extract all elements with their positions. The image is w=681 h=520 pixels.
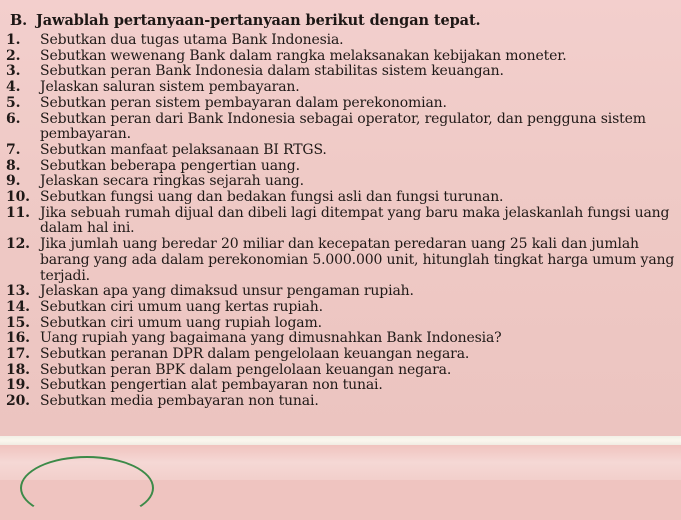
question-item — [6, 363, 676, 379]
question-text: Sebutkan peran dari Bank Indonesia sebagai operator, regulator, dan pengguna sistem pembayaran. — [40, 110, 646, 143]
question-text: Sebutkan manfaat pelaksanaan BI RTGS. — [40, 141, 327, 158]
question-number: 12. — [6, 236, 30, 253]
question-item — [6, 190, 676, 206]
section-heading — [10, 12, 481, 29]
question-text: Jika jumlah uang beredar 20 miliar dan kecepatan peredaran uang 25 kali dan jumlah barang yang ada dalam perekonomian 5.000.000 unit, hitunglah tingkat harga umum yang terjadi. — [40, 236, 675, 284]
question-number: 7. — [6, 141, 21, 158]
question-item — [6, 49, 676, 65]
question-text: Jelaskan apa yang dimaksud unsur pengaman rupiah. — [40, 283, 414, 300]
question-number: 18. — [6, 361, 30, 378]
question-text: Uang rupiah yang bagaimana yang dimusnahkan Bank Indonesia? — [40, 330, 502, 347]
question-item — [6, 378, 676, 394]
question-text: Sebutkan ciri umum uang rupiah logam. — [40, 314, 322, 331]
decorative-arc — [20, 456, 154, 520]
question-item — [6, 159, 676, 175]
question-text: Jelaskan saluran sistem pembayaran. — [40, 79, 300, 96]
question-number: 11. — [6, 204, 30, 221]
question-text: Sebutkan peran sistem pembayaran dalam perekonomian. — [40, 94, 447, 111]
question-item — [6, 316, 676, 332]
page-footer-band — [0, 436, 681, 480]
question-text: Sebutkan peran BPK dalam pengelolaan keuangan negara. — [40, 361, 452, 378]
question-number: 14. — [6, 298, 30, 315]
question-number: 16. — [6, 330, 30, 347]
question-item — [6, 33, 676, 49]
question-number: 1. — [6, 32, 21, 48]
question-item — [6, 64, 676, 80]
question-number: 15. — [6, 314, 30, 331]
question-number: 6. — [6, 110, 21, 127]
question-text: Sebutkan peran Bank Indonesia dalam stabilitas sistem keuangan. — [40, 63, 504, 80]
question-number: 9. — [6, 173, 21, 190]
question-text: Sebutkan peranan DPR dalam pengelolaan keuangan negara. — [40, 346, 470, 363]
question-item — [6, 394, 676, 410]
question-item — [6, 284, 676, 300]
question-item — [6, 80, 676, 96]
question-item — [6, 143, 676, 159]
question-text: Sebutkan wewenang Bank dalam rangka melaksanakan kebijakan moneter. — [40, 47, 567, 64]
question-number: 13. — [6, 283, 30, 300]
question-number: 8. — [6, 157, 21, 174]
question-item — [6, 237, 676, 284]
question-list — [6, 33, 676, 410]
question-item — [6, 206, 676, 237]
question-text: Sebutkan beberapa pengertian uang. — [40, 157, 300, 174]
question-item — [6, 174, 676, 190]
question-text: Jika sebuah rumah dijual dan dibeli lagi ditempat yang baru maka jelaskanlah fungsi uang dalam hal ini. — [40, 204, 670, 237]
question-number: 10. — [6, 189, 30, 206]
question-number: 17. — [6, 346, 30, 363]
question-item — [6, 347, 676, 363]
question-text: Sebutkan dua tugas utama Bank Indonesia. — [40, 32, 344, 48]
question-text: Jelaskan secara ringkas sejarah uang. — [40, 173, 304, 190]
question-text: Sebutkan ciri umum uang kertas rupiah. — [40, 298, 323, 315]
section-title: Jawablah pertanyaan-pertanyaan berikut dengan tepat. — [36, 12, 481, 29]
section-letter: B. — [10, 12, 28, 29]
footer-divider — [0, 436, 681, 445]
question-text: Sebutkan fungsi uang dan bedakan fungsi asli dan fungsi turunan. — [40, 189, 504, 206]
question-item — [6, 300, 676, 316]
question-text: Sebutkan pengertian alat pembayaran non tunai. — [40, 377, 383, 394]
question-number: 19. — [6, 377, 30, 394]
question-number: 5. — [6, 94, 21, 111]
question-number: 2. — [6, 47, 21, 64]
question-item — [6, 331, 676, 347]
question-item — [6, 96, 676, 112]
question-number: 20. — [6, 393, 30, 410]
question-text: Sebutkan media pembayaran non tunai. — [40, 393, 319, 410]
question-item — [6, 112, 676, 143]
question-number: 3. — [6, 63, 21, 80]
question-number: 4. — [6, 79, 21, 96]
